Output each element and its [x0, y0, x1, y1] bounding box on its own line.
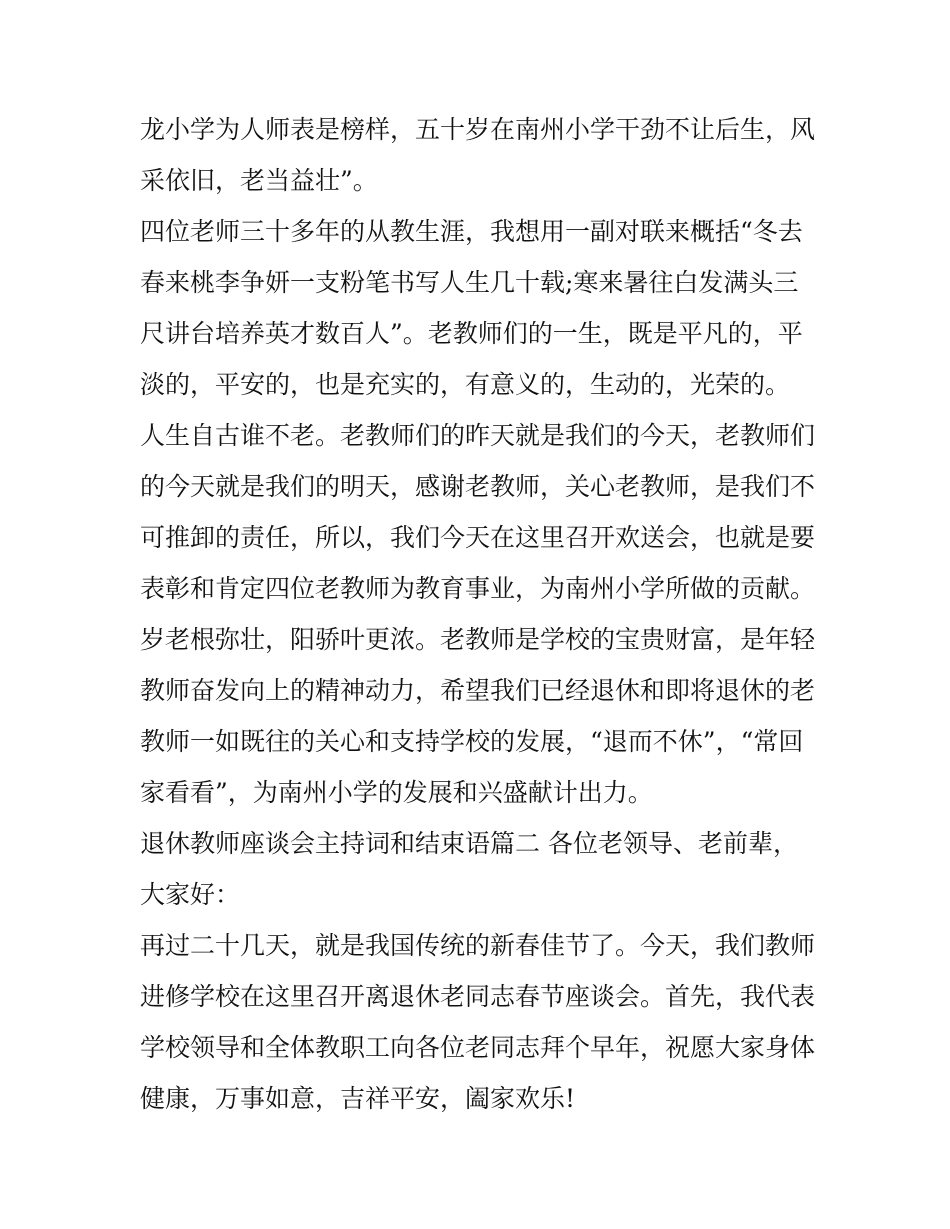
text-line: 尺讲台培养英才数百人”。老教师们的一生，既是平凡的，平: [140, 319, 803, 348]
text-line: 退休教师座谈会主持词和结束语篇二 各位老领导、老前辈，: [140, 829, 798, 858]
text-line: 家看看”，为南州小学的发展和兴盛献计出力。: [140, 778, 653, 807]
text-line: 健康，万事如意，吉祥平安，阖家欢乐!: [140, 1084, 576, 1113]
text-line: 教师一如既往的关心和支持学校的发展，“退而不休”，“常回: [140, 727, 804, 756]
text-line: 表彰和肯定四位老教师为教育事业，为南州小学所做的贡献。: [140, 574, 816, 603]
text-line: 春来桃李争妍一支粉笔书写人生几十载;寒来暑往白发满头三: [140, 268, 799, 297]
text-line: 的今天就是我们的明天，感谢老教师，关心老教师，是我们不: [140, 472, 816, 501]
text-line: 淡的，平安的，也是充实的，有意义的，生动的，光荣的。: [140, 370, 791, 399]
text-line: 四位老师三十多年的从教生涯，我想用一副对联来概括“冬去: [140, 217, 803, 246]
text-line: 龙小学为人师表是榜样，五十岁在南州小学干劲不让后生，风: [140, 115, 816, 144]
text-line: 再过二十几天，就是我国传统的新春佳节了。今天，我们教师: [140, 931, 816, 960]
text-line: 岁老根弥壮，阳骄叶更浓。老教师是学校的宝贵财富，是年轻: [140, 625, 816, 654]
text-line: 大家好：: [140, 880, 241, 909]
text-line: 可推卸的责任，所以，我们今天在这里召开欢送会，也就是要: [140, 523, 816, 552]
text-line: 进修学校在这里召开离退休老同志春节座谈会。首先，我代表: [140, 982, 816, 1011]
text-line: 教师奋发向上的精神动力，希望我们已经退休和即将退休的老: [140, 676, 816, 705]
text-line: 人生自古谁不老。老教师们的昨天就是我们的今天，老教师们: [140, 421, 816, 450]
document-body: [140, 104, 820, 1124]
text-line: 学校领导和全体教职工向各位老同志拜个早年，祝愿大家身体: [140, 1033, 816, 1062]
text-line: 采依旧，老当益壮”。: [140, 166, 378, 195]
